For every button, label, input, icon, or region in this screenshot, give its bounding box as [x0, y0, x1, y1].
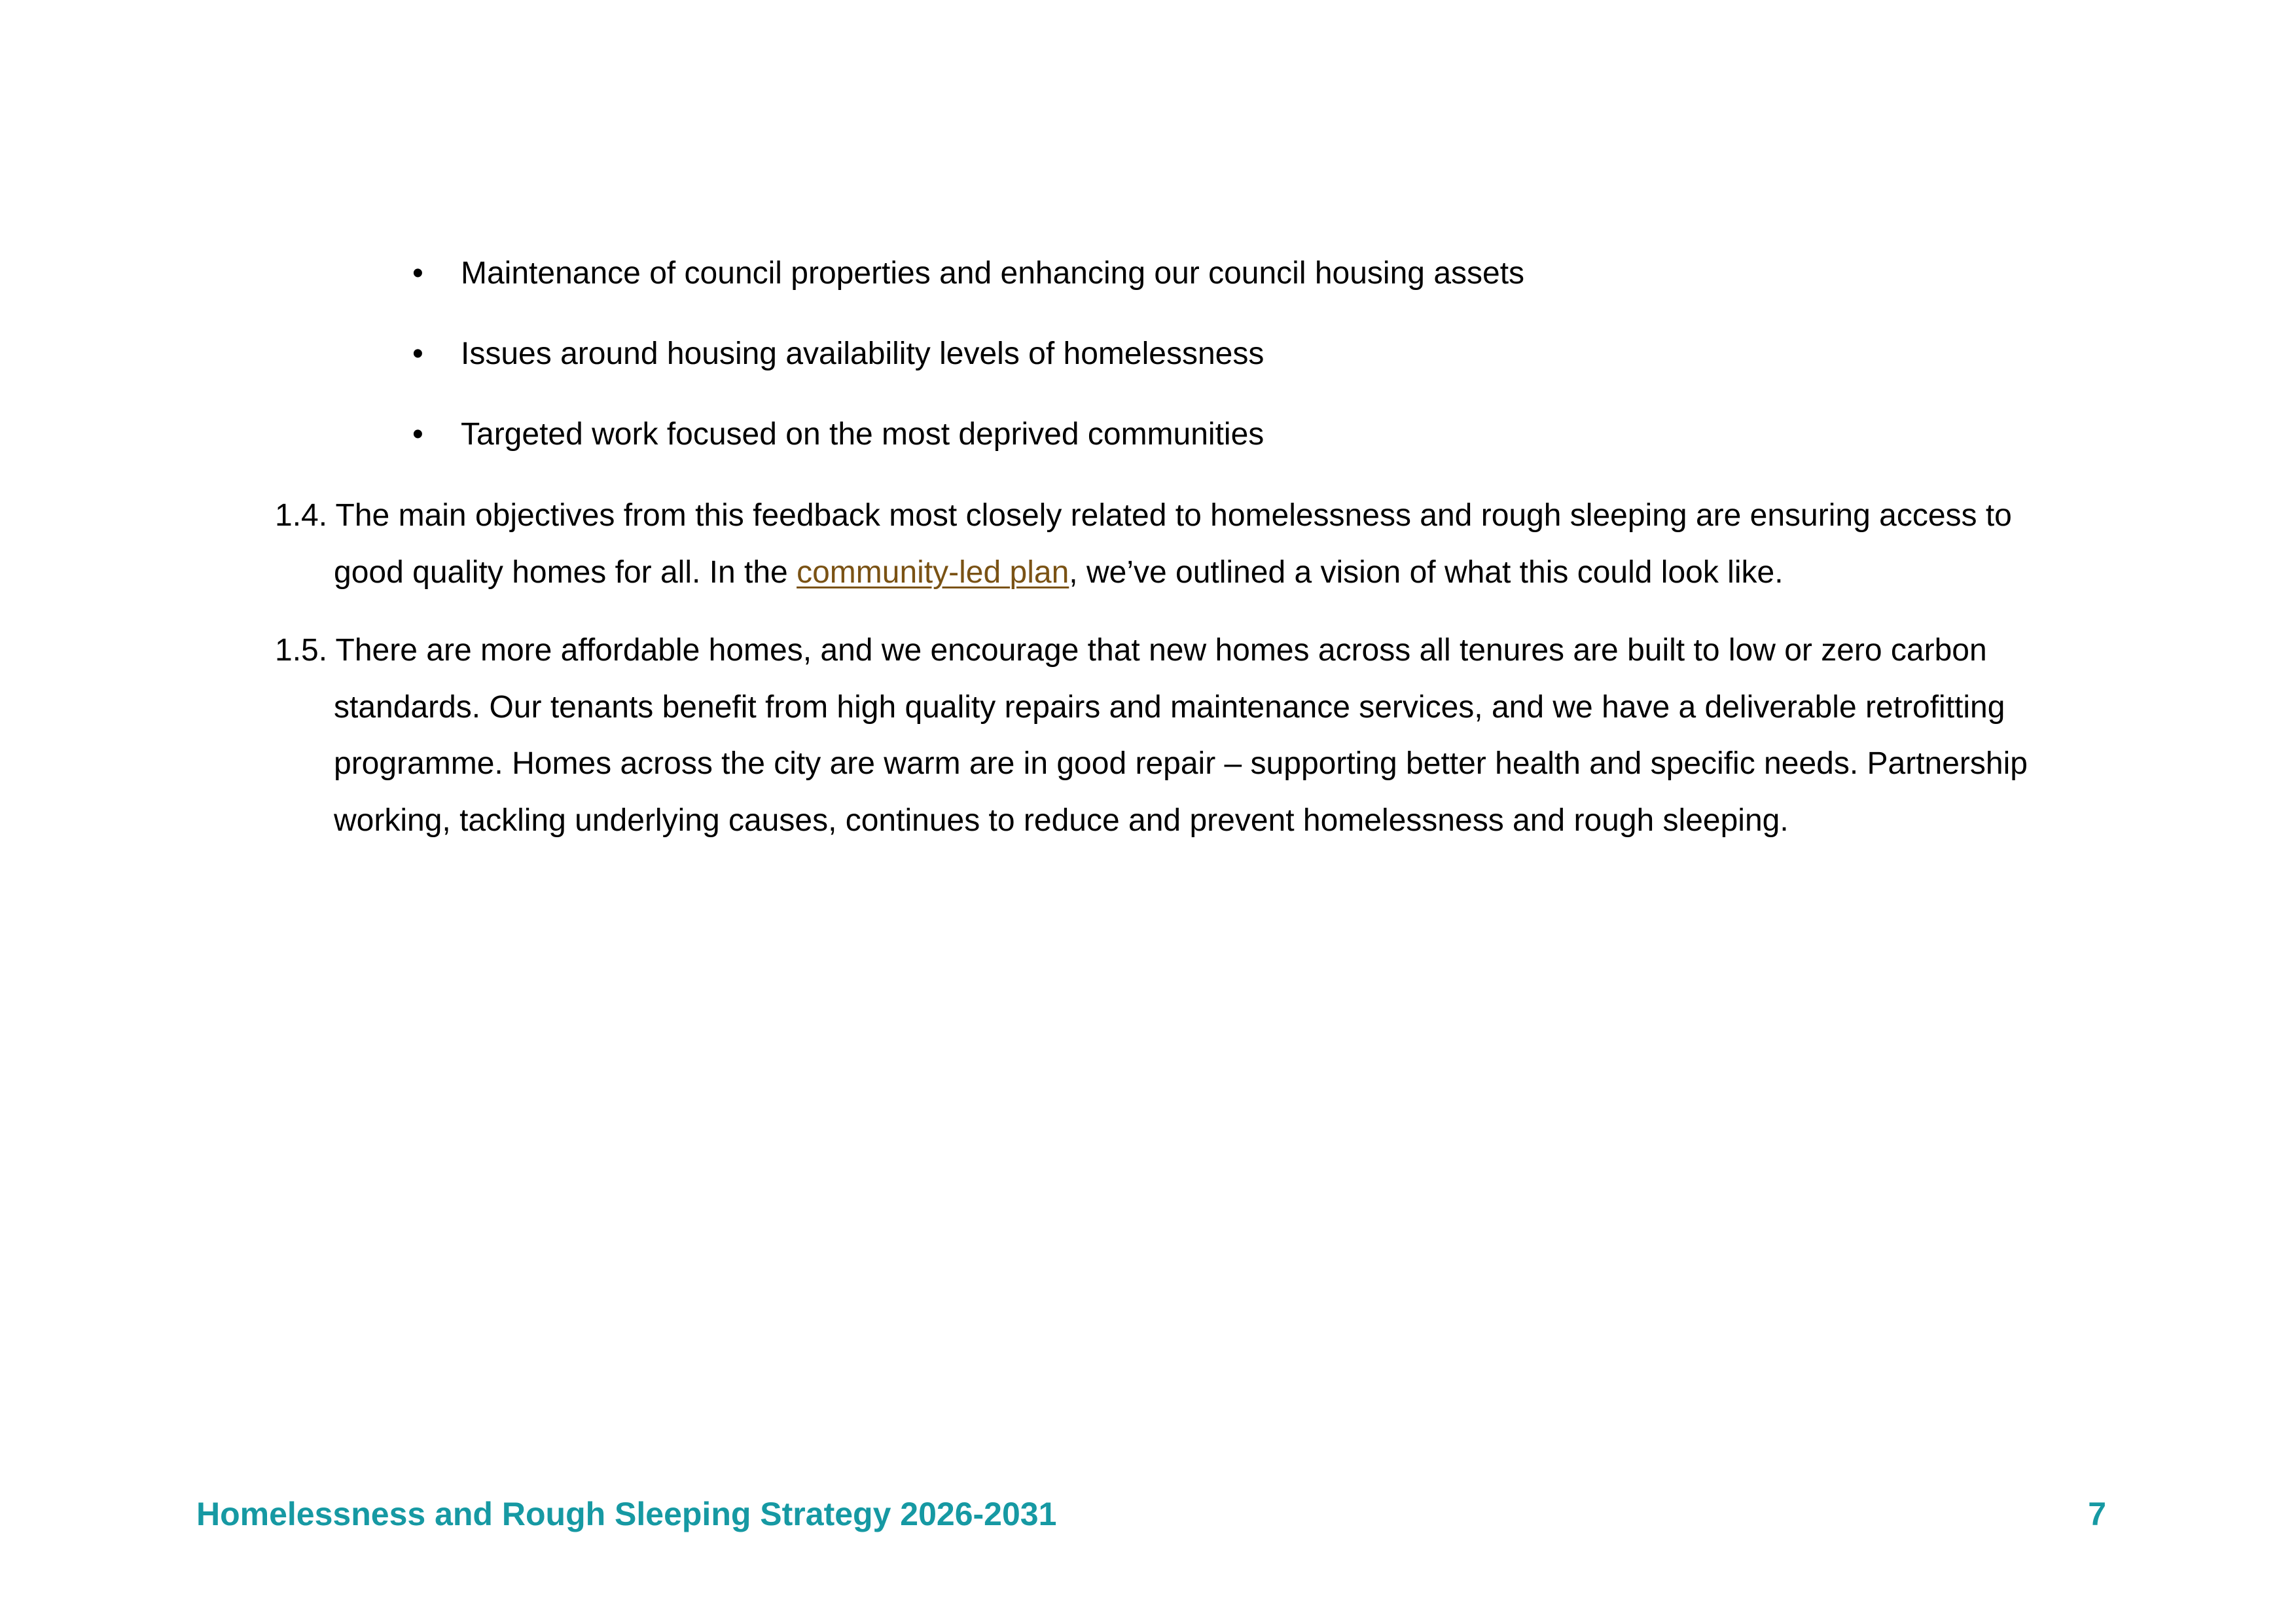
paragraph-line: 1.4. The main objectives from this feedback most closely related to homelessness and rough sleeping are ensuring access to: [275, 498, 2012, 533]
bullet-list: [406, 251, 1524, 493]
paragraph-line: programme. Homes across the city are warm are in good repair – supporting better health and specific needs. Partnership: [334, 746, 2028, 781]
bullet-item: [406, 251, 1524, 296]
bullet-dot: •: [412, 417, 423, 452]
bullet-text: Maintenance of council properties and enhancing our council housing assets: [461, 256, 1525, 291]
bullet-text: Issues around housing availability levels of homelessness: [461, 336, 1265, 371]
paragraph-1-5: [275, 623, 2134, 849]
paragraph-line: standards. Our tenants benefit from high quality repairs and maintenance services, and we have a deliverable retrofitting: [334, 689, 2005, 725]
bullet-dot: •: [412, 336, 423, 371]
paragraph-text: good quality homes for all. In the: [334, 554, 797, 590]
community-led-plan-link[interactable]: community-led plan: [797, 554, 1069, 590]
paragraph-1-4: [275, 488, 2134, 601]
paragraph-line: working, tackling underlying causes, continues to reduce and prevent homelessness and rough sleeping.: [334, 803, 1789, 838]
bullet-item: [406, 332, 1524, 376]
bullet-item: [406, 412, 1524, 457]
bullet-dot: •: [412, 256, 423, 291]
page-footer: [196, 1491, 2106, 1537]
bullet-text: Targeted work focused on the most deprived communities: [461, 417, 1265, 452]
paragraph-text: , we’ve outlined a vision of what this could look like.: [1069, 554, 1784, 590]
page-number: 7: [2088, 1496, 2106, 1532]
paragraph-line: 1.5. There are more affordable homes, and we encourage that new homes across all tenures are built to low or zero carbon: [275, 633, 1987, 668]
footer-title: Homelessness and Rough Sleeping Strategy 2026-2031: [196, 1496, 1057, 1532]
paragraph-line: [275, 545, 2134, 602]
